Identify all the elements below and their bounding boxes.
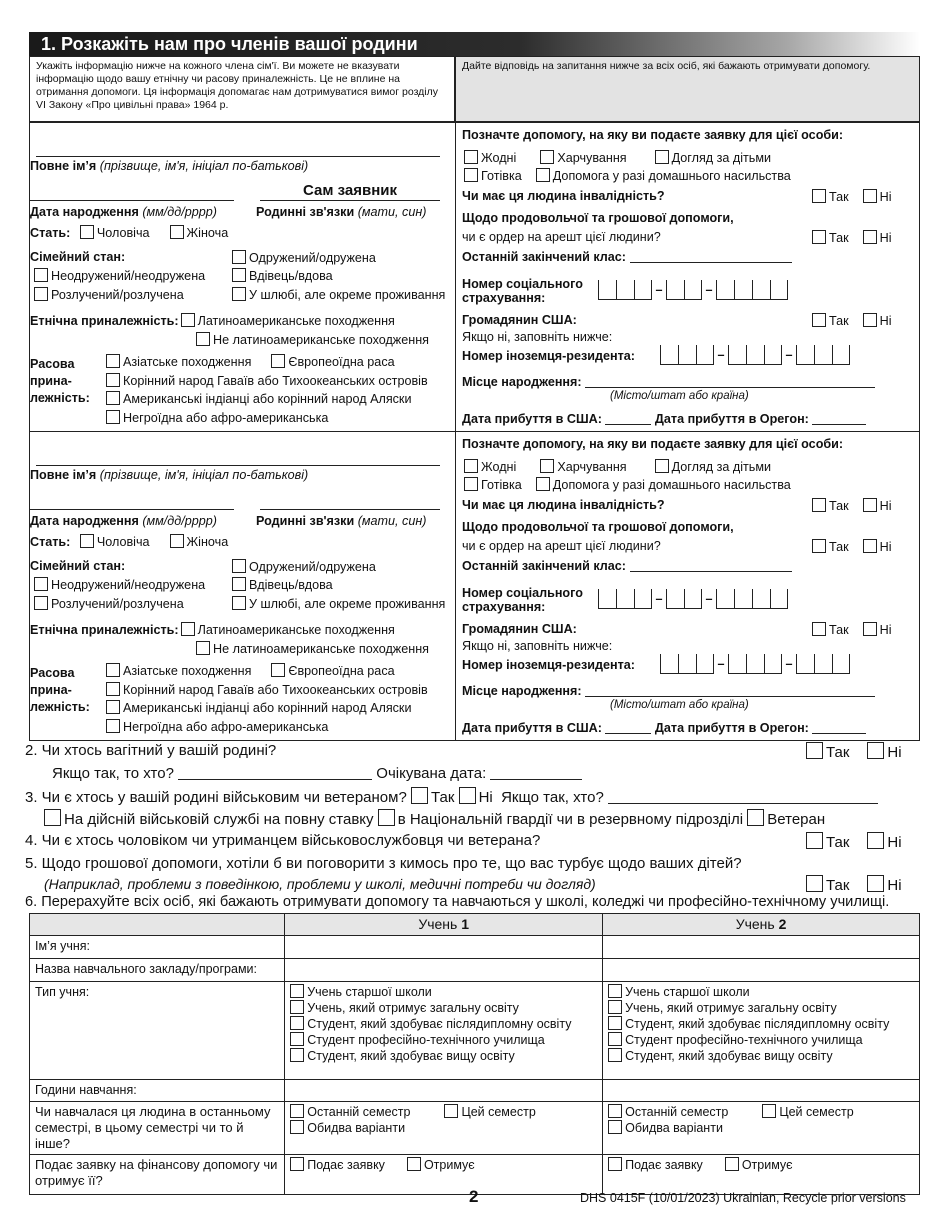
none-checkbox[interactable] (464, 150, 478, 164)
label: Останній закінчений клас: (462, 250, 626, 264)
page-number: 2 (469, 1187, 479, 1206)
label: Жодні (481, 151, 517, 165)
label: Останній закінчений клас: (462, 559, 626, 573)
label: Так (829, 231, 849, 245)
label: Етнічна приналежність: (30, 314, 179, 328)
food-checkbox[interactable] (540, 459, 554, 473)
q4-no-checkbox[interactable] (867, 832, 884, 849)
label: Учень старшої школи (625, 985, 750, 999)
black-checkbox[interactable] (106, 719, 120, 733)
student-2-hours[interactable] (603, 1080, 920, 1102)
label: Ні (879, 499, 892, 513)
label: чи є ордер на арешт цієї людини? (462, 539, 661, 553)
label: Азіатське походження (123, 664, 252, 678)
label: Догляд за дітьми (671, 151, 772, 165)
label: Ні (887, 744, 902, 761)
label: У шлюбі, але окреме проживання (249, 288, 446, 302)
label: Стать: (30, 535, 71, 549)
yes-checkbox[interactable] (812, 313, 826, 327)
label: Жіноча (186, 226, 229, 240)
no-checkbox[interactable] (863, 622, 877, 636)
label: страхування: (462, 600, 546, 614)
checkbox[interactable] (290, 1016, 304, 1030)
label: Європеоїдна раса (288, 664, 395, 678)
intro-right: Дайте відповідь на запитання нижче за всіх осіб, які бажають отримувати допомогу. (455, 56, 920, 122)
cash-checkbox[interactable] (464, 168, 478, 182)
label: Отримує (423, 1158, 475, 1172)
checkbox[interactable] (290, 1000, 304, 1014)
asian-checkbox[interactable] (106, 663, 120, 677)
label: Номер соціального (462, 277, 583, 291)
label: Неодружений/неодружена (51, 269, 206, 283)
label: Громадянин США: (462, 313, 577, 327)
checkbox[interactable] (608, 1048, 622, 1062)
no-checkbox[interactable] (863, 189, 877, 203)
label: Студент, який здобуває післядипломну освіту (625, 1017, 890, 1031)
alien-number-input[interactable]: – – (660, 654, 850, 678)
label: чи є ордер на арешт цієї людини? (462, 230, 661, 244)
checkbox[interactable] (608, 1157, 622, 1171)
q2-yes-checkbox[interactable] (806, 742, 823, 759)
male-checkbox[interactable] (80, 534, 94, 548)
arrival-us-input[interactable] (605, 412, 651, 425)
yes-checkbox[interactable] (812, 189, 826, 203)
label: 1 (461, 916, 469, 932)
label: Подає заявку на фінансову допомогу чи отримує її? (30, 1155, 285, 1195)
checkbox[interactable] (608, 1032, 622, 1046)
label: Ветеран (767, 811, 826, 828)
label: Так (826, 877, 850, 894)
label: Корінний народ Гаваїв або Тихоокеанських островів (123, 374, 428, 388)
checkbox[interactable] (608, 1000, 622, 1014)
female-checkbox[interactable] (170, 534, 184, 548)
relation-input-1[interactable]: Сам заявник (260, 183, 440, 201)
label: Харчування (557, 151, 627, 165)
label: Дата прибуття в Орегон: (654, 721, 809, 735)
label: Місце народження: (462, 684, 582, 698)
intro-left: Укажіть інформацію нижче на кожного члена сім'ї. Ви можете не вказувати інформацію щодо вашу етнічну чи расову приналежність. Це не вплине на отримання допомоги. Ця інформація допомагає нам дотримуватися вимог розділу VI Закону «Про цивільні права» 1964 р. (29, 56, 455, 122)
q3-no-checkbox[interactable] (459, 787, 476, 804)
label: Так (826, 834, 850, 851)
yes-checkbox[interactable] (812, 539, 826, 553)
label: Ні (879, 540, 892, 554)
student-1-school[interactable] (285, 959, 603, 982)
person-block-2 (29, 431, 920, 741)
label: Чи навчалася ця людина в останньому семестрі, в цьому семестрі чи то й інше? (30, 1102, 285, 1155)
q2-no-checkbox[interactable] (867, 742, 884, 759)
label: Чоловіча (96, 226, 150, 240)
label: Не латиноамериканське походження (213, 333, 429, 347)
relation-input-2[interactable] (260, 492, 440, 510)
dob-input-2[interactable] (30, 494, 234, 510)
label: прина- (30, 374, 72, 388)
white-checkbox[interactable] (271, 663, 285, 677)
question-2: 2. Чи хтось вагітний у вашій родині? (25, 742, 277, 759)
label: Жіноча (186, 535, 229, 549)
native-checkbox[interactable] (106, 700, 120, 714)
yes-checkbox[interactable] (812, 230, 826, 244)
label: Расова (30, 357, 75, 371)
label: Студент професійно-технічного училища (307, 1033, 545, 1047)
label: Негроїдна або афро-американська (123, 411, 329, 425)
ssn-input[interactable]: – – (598, 589, 788, 613)
label: На дійсній військовій службі на повну ставку (64, 811, 374, 828)
label: Ні (879, 231, 892, 245)
label: Вдівець/вдова (249, 578, 333, 592)
dob-input-1[interactable] (30, 185, 234, 201)
label: Ні (887, 877, 902, 894)
label: Родинні зв'язки (256, 205, 355, 219)
label: Дата народження (30, 514, 139, 528)
separated-checkbox[interactable] (232, 596, 246, 610)
section-header (29, 32, 920, 56)
label: Якщо ні, заповніть нижче: (462, 330, 613, 344)
label: Стать: (30, 226, 71, 240)
yes-checkbox[interactable] (812, 498, 826, 512)
label: Обидва варіанти (625, 1121, 723, 1135)
pregnant-who-input[interactable] (178, 767, 372, 780)
label: Сімейний стан: (30, 250, 126, 264)
checkbox[interactable] (608, 1104, 622, 1118)
label: Цей семестр (461, 1105, 536, 1119)
label: страхування: (462, 291, 546, 305)
label: Щодо продовольчої та грошової допомоги, (462, 520, 734, 534)
label: Якщо так, хто? (501, 789, 604, 806)
form-number: DHS 0415F (10/01/2023) Ukrainian, Recycle prior versions (580, 1191, 906, 1205)
q5-yes-checkbox[interactable] (806, 875, 823, 892)
label: Ні (879, 190, 892, 204)
label: Студент, який здобуває вищу освіту (625, 1049, 833, 1063)
label: Вдівець/вдова (249, 269, 333, 283)
label: Дата прибуття в Орегон: (654, 412, 809, 426)
yes-checkbox[interactable] (812, 622, 826, 636)
label: Сімейний стан: (30, 559, 126, 573)
label: Якщо ні, заповніть нижче: (462, 639, 613, 653)
q4-yes-checkbox[interactable] (806, 832, 823, 849)
section-title: 1. Розкажіть нам про членів вашої родини (41, 34, 418, 54)
female-checkbox[interactable] (170, 225, 184, 239)
student-2-school[interactable] (603, 959, 920, 982)
active-duty-checkbox[interactable] (44, 809, 61, 826)
label: (мм/дд/рррр) (142, 205, 217, 219)
person-block-1 (29, 122, 920, 432)
latino-checkbox[interactable] (181, 313, 195, 327)
label: Учень, який отримує загальну освіту (307, 1001, 519, 1015)
label: Готівка (481, 169, 522, 183)
label: Одружений/одружена (249, 560, 376, 574)
checkbox[interactable] (608, 1016, 622, 1030)
label: Якщо так, то хто? (52, 765, 174, 782)
checkbox[interactable] (407, 1157, 421, 1171)
label: Догляд за дітьми (671, 460, 772, 474)
veteran-checkbox[interactable] (747, 809, 764, 826)
label: Одружений/одружена (249, 251, 376, 265)
label: (прізвище, ім'я, ініціал по-батькові) (99, 159, 309, 173)
label: Учень (735, 916, 775, 932)
none-checkbox[interactable] (464, 459, 478, 473)
checkbox[interactable] (608, 1120, 622, 1134)
label: Азіатське походження (123, 355, 252, 369)
asian-checkbox[interactable] (106, 354, 120, 368)
label: Години навчання: (30, 1080, 285, 1102)
label: Латиноамериканське походження (197, 623, 395, 637)
label: прина- (30, 683, 72, 697)
arrival-or-input[interactable] (812, 721, 866, 734)
label: Так (826, 744, 850, 761)
label: (мати, син) (357, 205, 427, 219)
no-checkbox[interactable] (863, 313, 877, 327)
widowed-checkbox[interactable] (232, 268, 246, 282)
label: Американські індіанці або корінний народ Аляски (123, 701, 412, 715)
checkbox[interactable] (290, 1120, 304, 1134)
label: Расова (30, 666, 75, 680)
label: лежність: (30, 391, 90, 405)
no-checkbox[interactable] (863, 539, 877, 553)
checkbox[interactable] (290, 1048, 304, 1062)
widowed-checkbox[interactable] (232, 577, 246, 591)
label: Громадянин США: (462, 622, 577, 636)
label: Повне ім’я (30, 159, 97, 173)
white-checkbox[interactable] (271, 354, 285, 368)
dv-checkbox[interactable] (536, 477, 550, 491)
label: Дата прибуття в США: (462, 721, 602, 735)
label: Обидва варіанти (307, 1121, 406, 1135)
label: в Національній гвардії чи в резервному підрозділі (397, 811, 744, 828)
black-checkbox[interactable] (106, 410, 120, 424)
question-6: 6. Перерахуйте всіх осіб, які бажають отримувати допомогу та навчаються у школі, коледжі чи професійно-технічному училищі. (25, 894, 890, 910)
label: Так (829, 540, 849, 554)
label: Отримує (741, 1158, 793, 1172)
label: Харчування (557, 460, 627, 474)
label: Так (829, 190, 849, 204)
childcare-checkbox[interactable] (655, 459, 669, 473)
label: Неодружений/неодружена (51, 578, 206, 592)
grade-input[interactable] (630, 559, 792, 572)
label: Американські індіанці або корінний народ Аляски (123, 392, 412, 406)
checkbox[interactable] (725, 1157, 739, 1171)
checkbox[interactable] (290, 1104, 304, 1118)
checkbox[interactable] (290, 1157, 304, 1171)
food-checkbox[interactable] (540, 150, 554, 164)
label: Учень старшої школи (307, 985, 432, 999)
student-1-hours[interactable] (285, 1080, 603, 1102)
married-checkbox[interactable] (232, 559, 246, 573)
full-name-input-1[interactable] (36, 135, 440, 157)
label: Щодо продовольчої та грошової допомоги, (462, 211, 734, 225)
arrival-or-input[interactable] (812, 412, 866, 425)
label: Студент, який здобуває вищу освіту (307, 1049, 515, 1063)
not-latino-checkbox[interactable] (196, 641, 210, 655)
q5-no-checkbox[interactable] (867, 875, 884, 892)
label: Допомога у разі домашнього насильства (552, 478, 791, 492)
label: Ні (887, 834, 902, 851)
label: Позначте допомогу, на яку ви подаєте заявку для цієї особи: (462, 128, 844, 142)
checkbox[interactable] (762, 1104, 776, 1118)
students-table (29, 913, 920, 1195)
student-1-name[interactable] (285, 936, 603, 959)
label: Номер іноземця-резидента: (462, 658, 635, 672)
label: Позначте допомогу, на яку ви подаєте заявку для цієї особи: (462, 437, 844, 451)
hawaiian-checkbox[interactable] (106, 373, 120, 387)
label: Негроїдна або афро-американська (123, 720, 329, 734)
single-checkbox[interactable] (34, 577, 48, 591)
label: (мати, син) (357, 514, 427, 528)
label: Повне ім’я (30, 468, 97, 482)
married-checkbox[interactable] (232, 250, 246, 264)
checkbox[interactable] (444, 1104, 458, 1118)
student-2-header (603, 914, 920, 936)
label: Чи має ця людина інвалідність? (462, 498, 665, 512)
label: (прізвище, ім'я, ініціал по-батькові) (99, 468, 309, 482)
student-1-header (285, 914, 603, 936)
label: (Місто/штат або країна) (610, 699, 749, 711)
question-4: 4. Чи є хтось чоловіком чи утриманцем військовослужбовця чи ветерана? (25, 832, 541, 849)
divorced-checkbox[interactable] (34, 287, 48, 301)
cash-checkbox[interactable] (464, 477, 478, 491)
question-3: 3. Чи є хтось у вашій родині військовим чи ветераном? (25, 789, 407, 806)
male-checkbox[interactable] (80, 225, 94, 239)
label: лежність: (30, 700, 90, 714)
label: (Наприклад, проблеми з поведінкою, проблеми у школі, медичні потреби чи догляд) (44, 876, 596, 892)
label: Латиноамериканське походження (197, 314, 395, 328)
label: (Місто/штат або країна) (610, 390, 749, 402)
label: Чоловіча (96, 535, 150, 549)
label: Подає заявку (307, 1158, 385, 1172)
birthplace-input[interactable] (585, 375, 875, 388)
q3-yes-checkbox[interactable] (411, 787, 428, 804)
no-checkbox[interactable] (863, 230, 877, 244)
label: 2 (778, 916, 787, 932)
separated-checkbox[interactable] (232, 287, 246, 301)
label: Так (829, 623, 849, 637)
label: Цей семестр (779, 1105, 854, 1119)
label: Дата прибуття в США: (462, 412, 602, 426)
label: Назва навчального закладу/програми: (30, 959, 285, 982)
label: Корінний народ Гаваїв або Тихоокеанських островів (123, 683, 428, 697)
native-checkbox[interactable] (106, 391, 120, 405)
label: Тип учня: (30, 982, 285, 1080)
label: Ні (879, 623, 892, 637)
question-5: 5. Щодо грошової допомоги, хотіли б ви поговорити з кимось про те, що вас турбує щодо ваших дітей? (25, 855, 742, 872)
label: Жодні (481, 460, 517, 474)
label: У шлюбі, але окреме проживання (249, 597, 446, 611)
label: Чи має ця людина інвалідність? (462, 189, 665, 203)
label: Номер соціального (462, 586, 583, 600)
label: Так (430, 789, 455, 806)
label: Родинні зв'язки (256, 514, 355, 528)
label: Місце народження: (462, 375, 582, 389)
dv-checkbox[interactable] (536, 168, 550, 182)
label: Так (829, 314, 849, 328)
birthplace-input[interactable] (585, 684, 875, 697)
label: Подає заявку (625, 1158, 703, 1172)
label: Не латиноамериканське походження (213, 642, 429, 656)
latino-checkbox[interactable] (181, 622, 195, 636)
label: Етнічна приналежність: (30, 623, 179, 637)
student-2-name[interactable] (603, 936, 920, 959)
label: Допомога у разі домашнього насильства (552, 169, 791, 183)
military-who-input[interactable] (608, 791, 878, 804)
label: Розлучений/розлучена (51, 288, 184, 302)
label: Учень (418, 916, 458, 932)
label: Номер іноземця-резидента: (462, 349, 635, 363)
label: Європеоїдна раса (288, 355, 395, 369)
ssn-input[interactable]: – – (598, 280, 788, 304)
full-name-input-2[interactable] (36, 444, 440, 466)
label: Дата народження (30, 205, 139, 219)
label: Ні (879, 314, 892, 328)
label: Так (829, 499, 849, 513)
label: Студент професійно-технічного училища (625, 1033, 863, 1047)
label: Студент, який здобуває післядипломну освіту (307, 1017, 572, 1031)
label: Останній семестр (625, 1105, 729, 1119)
label: Готівка (481, 478, 522, 492)
due-date-input[interactable] (490, 767, 582, 780)
grade-input[interactable] (630, 250, 792, 263)
no-checkbox[interactable] (863, 498, 877, 512)
label: Ім’я учня: (30, 936, 285, 959)
label: Останній семестр (307, 1105, 411, 1119)
label: Розлучений/розлучена (51, 597, 184, 611)
not-latino-checkbox[interactable] (196, 332, 210, 346)
checkbox[interactable] (608, 984, 622, 998)
label: Учень, який отримує загальну освіту (625, 1001, 837, 1015)
divorced-checkbox[interactable] (34, 596, 48, 610)
arrival-us-input[interactable] (605, 721, 651, 734)
childcare-checkbox[interactable] (655, 150, 669, 164)
label: Ні (478, 789, 493, 806)
guard-checkbox[interactable] (378, 809, 395, 826)
label: (мм/дд/рррр) (142, 514, 217, 528)
hawaiian-checkbox[interactable] (106, 682, 120, 696)
checkbox[interactable] (290, 1032, 304, 1046)
label: Очікувана дата: (376, 765, 487, 782)
alien-number-input[interactable]: – – (660, 345, 850, 369)
checkbox[interactable] (290, 984, 304, 998)
single-checkbox[interactable] (34, 268, 48, 282)
